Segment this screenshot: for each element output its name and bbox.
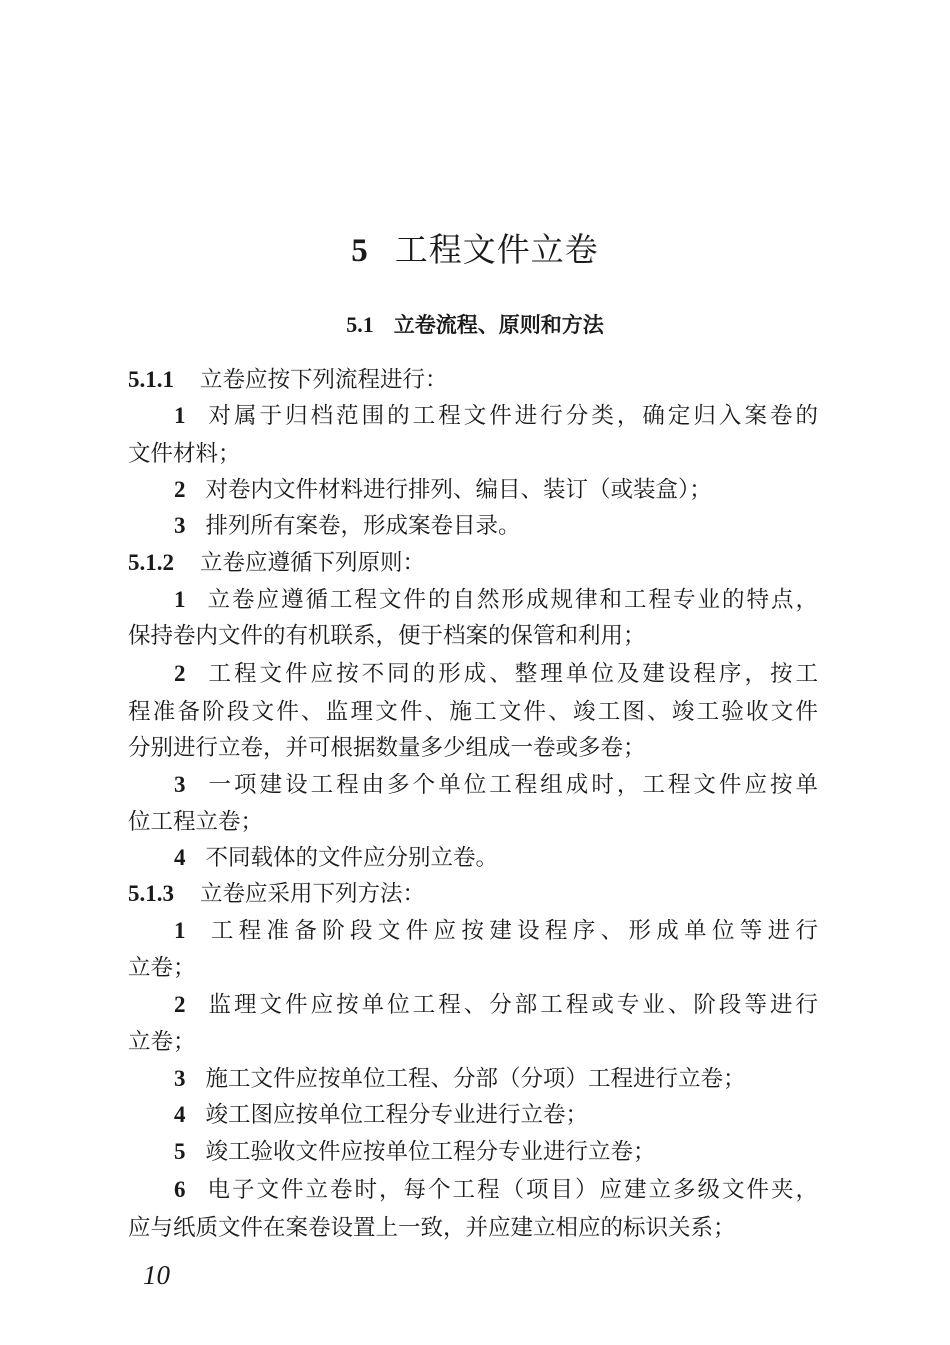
list-item-continuation: 位工程立卷； bbox=[128, 809, 264, 835]
list-item-continuation: 保持卷内文件的有机联系，便于档案的保管和利用； bbox=[128, 623, 646, 649]
item-text: 工程文件应按不同的形成、整理单位及建设程序，按工 bbox=[205, 661, 818, 687]
item-number: 2 bbox=[174, 992, 186, 1017]
clause-text: 立卷应遵循下列原则： bbox=[200, 550, 426, 576]
item-number: 2 bbox=[174, 477, 186, 502]
page-number: 10 bbox=[143, 1260, 170, 1290]
list-item bbox=[174, 1172, 818, 1208]
section-number: 5.1 bbox=[346, 312, 374, 337]
item-text: 竣工验收文件应按单位工程分专业进行立卷； bbox=[205, 1139, 656, 1165]
item-number: 1 bbox=[174, 403, 186, 428]
chapter-number: 5 bbox=[351, 233, 369, 269]
list-item bbox=[174, 987, 818, 1023]
list-item bbox=[174, 840, 818, 876]
item-text: 一项建设工程由多个单位工程组成时，工程文件应按单 bbox=[205, 772, 818, 798]
clause-number: 5.1.2 bbox=[128, 550, 174, 575]
item-number: 6 bbox=[174, 1177, 186, 1202]
item-text: 排列所有案卷，形成案卷目录。 bbox=[205, 513, 521, 539]
item-number: 3 bbox=[174, 1066, 186, 1091]
list-item bbox=[174, 398, 818, 434]
item-text: 对卷内文件材料进行排列、编目、装订（或装盒）； bbox=[205, 477, 712, 503]
item-number: 1 bbox=[174, 918, 186, 943]
item-text: 施工文件应按单位工程、分部（分项）工程进行立卷； bbox=[205, 1066, 746, 1092]
list-item bbox=[174, 1097, 818, 1133]
clause-number: 5.1.1 bbox=[128, 367, 174, 392]
item-number: 4 bbox=[174, 845, 186, 870]
clause-5-1-2 bbox=[128, 545, 818, 581]
item-number: 2 bbox=[174, 661, 186, 686]
list-item-continuation: 文件材料； bbox=[128, 441, 241, 467]
list-item bbox=[174, 656, 818, 692]
clause-number: 5.1.3 bbox=[128, 881, 174, 906]
list-item-continuation: 应与纸质文件在案卷设置上一致，并应建立相应的标识关系； bbox=[128, 1215, 736, 1241]
item-text: 对属于归档范围的工程文件进行分类，确定归入案卷的 bbox=[205, 403, 818, 429]
list-item-continuation: 立卷； bbox=[128, 955, 196, 981]
clause-5-1-1 bbox=[128, 362, 818, 398]
clause-5-1-3 bbox=[128, 876, 818, 912]
list-item bbox=[174, 508, 818, 544]
item-text: 不同载体的文件应分别立卷。 bbox=[205, 845, 499, 871]
chapter-title bbox=[0, 222, 950, 278]
item-text: 监理文件应按单位工程、分部工程或专业、阶段等进行 bbox=[205, 992, 818, 1018]
item-text: 立卷应遵循工程文件的自然形成规律和工程专业的特点， bbox=[205, 587, 818, 613]
clause-text: 立卷应按下列流程进行： bbox=[200, 367, 448, 393]
section-title-text: 立卷流程、原则和方法 bbox=[393, 313, 604, 337]
list-item bbox=[174, 913, 818, 949]
list-item bbox=[174, 767, 818, 803]
section-title bbox=[0, 308, 950, 342]
list-item-continuation: 立卷； bbox=[128, 1029, 196, 1055]
list-item bbox=[174, 472, 818, 508]
item-number: 4 bbox=[174, 1102, 186, 1127]
list-item bbox=[174, 1061, 818, 1097]
chapter-title-text: 工程文件立卷 bbox=[394, 230, 599, 269]
item-number: 3 bbox=[174, 513, 186, 538]
clause-text: 立卷应采用下列方法： bbox=[200, 881, 426, 907]
item-text: 工程准备阶段文件应按建设程序、形成单位等进行 bbox=[205, 918, 818, 944]
item-text: 电子文件立卷时，每个工程（项目）应建立多级文件夹， bbox=[205, 1177, 818, 1203]
list-item bbox=[174, 582, 818, 618]
list-item-continuation: 分别进行立卷，并可根据数量多少组成一卷或多卷； bbox=[128, 735, 646, 761]
item-number: 1 bbox=[174, 587, 186, 612]
item-number: 5 bbox=[174, 1139, 186, 1164]
item-number: 3 bbox=[174, 772, 186, 797]
list-item bbox=[174, 1134, 818, 1170]
list-item-continuation: 程准备阶段文件、监理文件、施工文件、竣工图、竣工验收文件 bbox=[128, 699, 818, 725]
item-text: 竣工图应按单位工程分专业进行立卷； bbox=[205, 1102, 589, 1128]
